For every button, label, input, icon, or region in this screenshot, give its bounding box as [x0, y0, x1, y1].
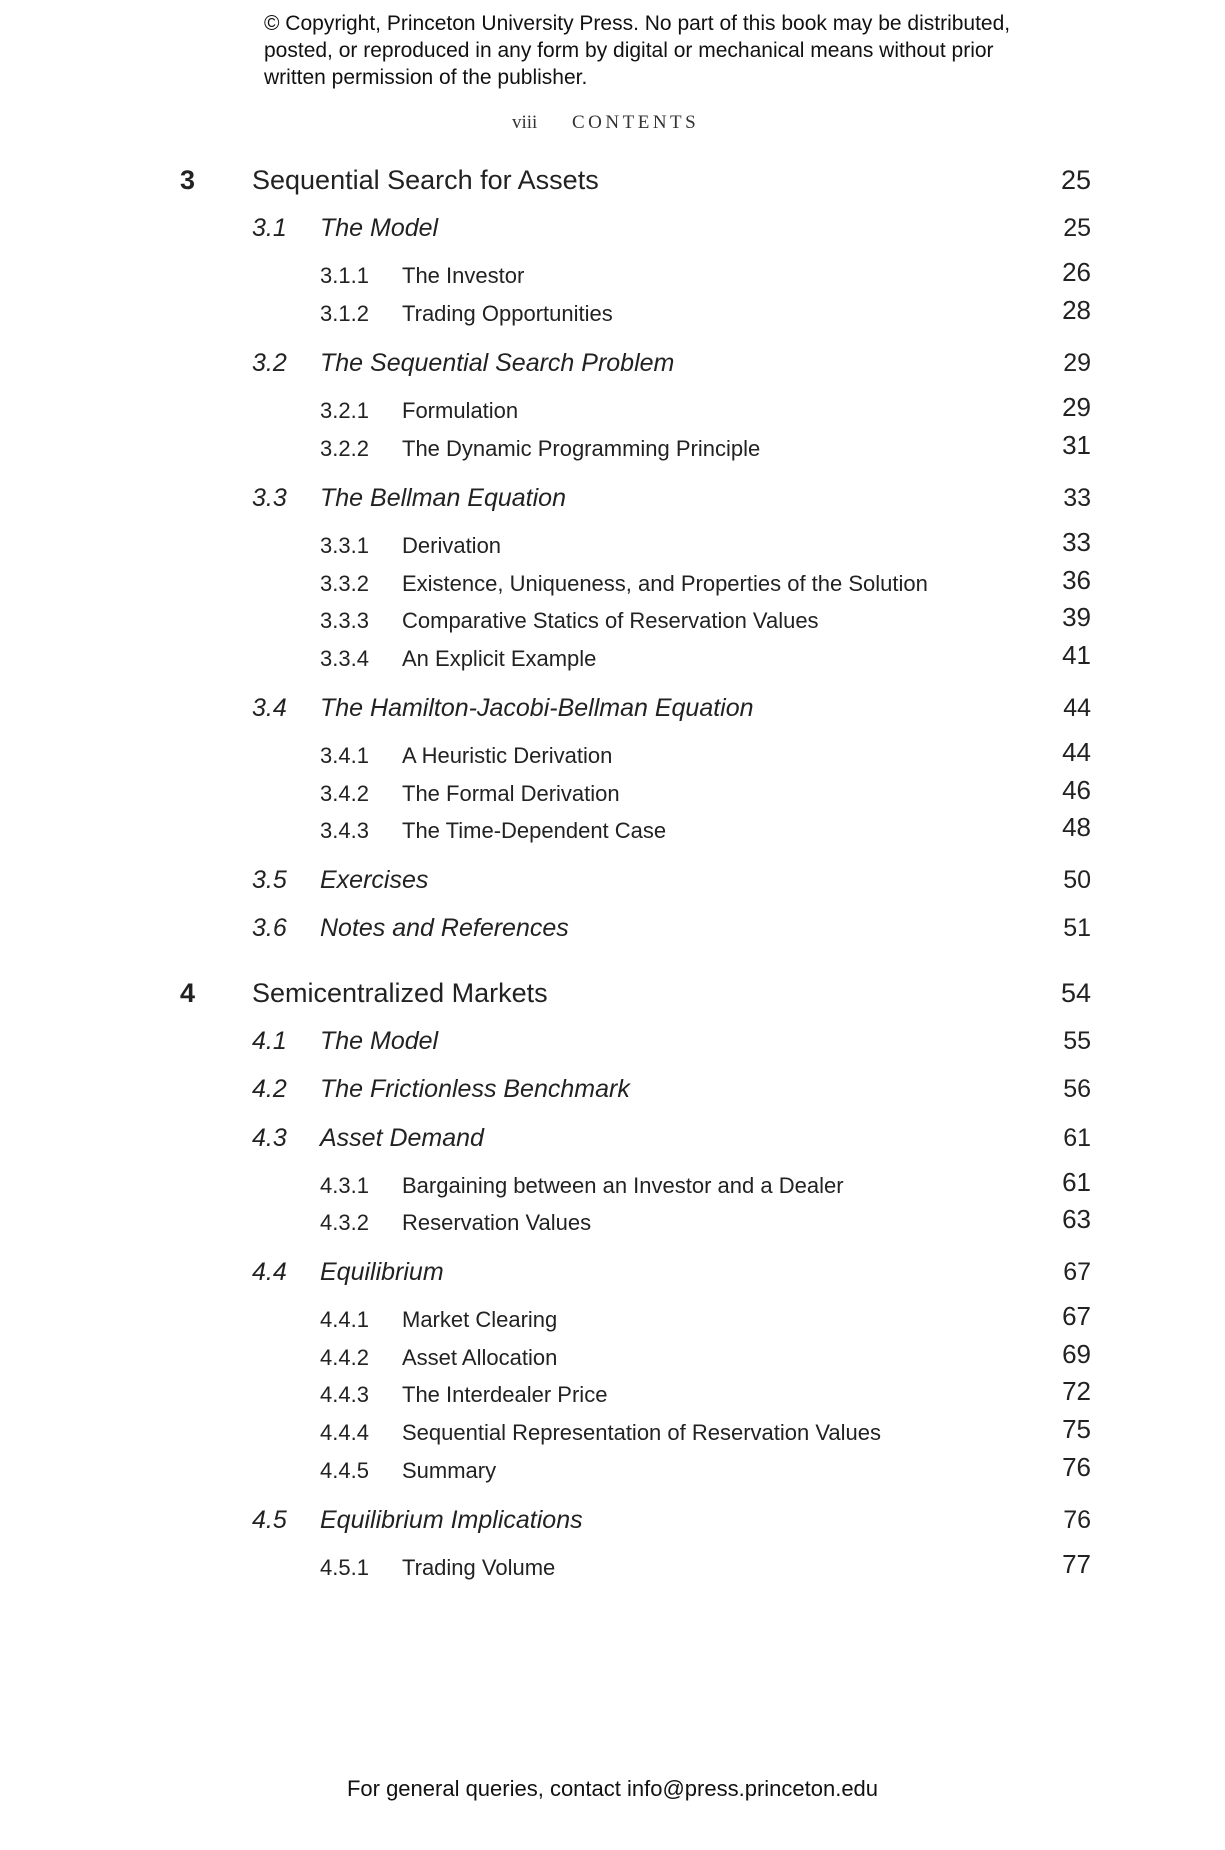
toc-number: 4.4.2 — [320, 1345, 369, 1370]
toc-title: Bargaining between an Investor and a Dealer — [402, 1173, 844, 1198]
toc-title: Semicentralized Markets — [252, 978, 548, 1008]
toc-number: 4.3.2 — [320, 1210, 369, 1235]
toc-page-number: 51 — [1063, 914, 1091, 942]
toc-page-number: 54 — [1060, 978, 1091, 1008]
toc-number: 4.3.1 — [320, 1173, 369, 1198]
toc-page-number: 63 — [1062, 1204, 1091, 1234]
toc-page-number: 28 — [1062, 295, 1091, 325]
toc-number: 4.4.4 — [320, 1420, 369, 1445]
toc-number: 4.5.1 — [320, 1555, 369, 1580]
toc-number: 4.4 — [252, 1258, 287, 1286]
toc-number: 4.5 — [252, 1506, 287, 1534]
toc-page-number: 67 — [1063, 1258, 1091, 1286]
toc-number: 3.1.2 — [320, 301, 369, 326]
toc-number: 3.2 — [252, 349, 287, 377]
toc-page-number: 69 — [1062, 1339, 1091, 1369]
footer-contact: For general queries, contact info@press.princeton.edu — [346, 1776, 879, 1801]
toc-number: 3.1.1 — [320, 263, 369, 288]
toc-title: Trading Volume — [402, 1555, 556, 1580]
toc-page-number: 75 — [1062, 1414, 1091, 1444]
toc-title: The Hamilton-Jacobi-Bellman Equation — [320, 694, 754, 722]
toc-page-number: 41 — [1062, 640, 1091, 670]
toc-page-number: 44 — [1063, 694, 1091, 722]
toc-number: 3.4.1 — [320, 743, 369, 768]
toc-number: 3.6 — [252, 914, 287, 942]
page-number: viii — [512, 112, 538, 133]
toc-page-number: 77 — [1062, 1549, 1091, 1579]
copyright-notice: © Copyright, Princeton University Press. No part of this book may be distributed, posted, or reproduced in any form by digital or mechanical means without prior written permission of the publisher. — [264, 12, 1011, 89]
toc-number: 4.3 — [252, 1124, 287, 1152]
toc-title: An Explicit Example — [402, 646, 597, 671]
toc-title: The Model — [320, 214, 439, 242]
toc-number: 3.3.3 — [320, 608, 369, 633]
toc-number: 3.4.3 — [320, 818, 369, 843]
toc-title: Trading Opportunities — [402, 301, 613, 326]
toc-page-number: 36 — [1062, 565, 1091, 595]
toc-number: 4 — [180, 978, 196, 1008]
toc-title: The Sequential Search Problem — [320, 349, 675, 377]
toc-page-number: 25 — [1063, 214, 1091, 242]
toc-page-number: 33 — [1062, 527, 1091, 557]
toc-page-number: 46 — [1062, 775, 1091, 805]
toc-page-number: 33 — [1063, 484, 1091, 512]
toc-title: Asset Allocation — [402, 1345, 558, 1370]
toc-number: 4.4.3 — [320, 1382, 369, 1407]
toc-number: 4.1 — [252, 1027, 287, 1055]
toc-page-number: 72 — [1062, 1376, 1091, 1406]
toc-page-number: 76 — [1063, 1506, 1091, 1534]
toc-page-number: 25 — [1060, 165, 1091, 195]
toc-title: The Time-Dependent Case — [402, 818, 667, 843]
toc-number: 3.5 — [252, 866, 287, 894]
toc-title: Equilibrium — [320, 1258, 444, 1286]
toc-number: 4.4.1 — [320, 1307, 369, 1332]
toc-title: Market Clearing — [402, 1307, 558, 1332]
toc-title: The Bellman Equation — [320, 484, 566, 512]
toc-title: Asset Demand — [320, 1124, 484, 1152]
toc-title: The Frictionless Benchmark — [320, 1075, 630, 1103]
toc-title: Notes and References — [320, 914, 569, 942]
toc-number: 4.2 — [252, 1075, 287, 1103]
toc-title: The Dynamic Programming Principle — [402, 436, 761, 461]
toc-title: A Heuristic Derivation — [402, 743, 613, 768]
toc-title: Reservation Values — [402, 1210, 592, 1235]
toc-title: Comparative Statics of Reservation Values — [402, 608, 819, 633]
toc-number: 3.2.1 — [320, 398, 369, 423]
toc-title: Existence, Uniqueness, and Properties of the Solution — [402, 571, 928, 596]
toc-title: The Formal Derivation — [402, 781, 620, 806]
toc-page-number: 76 — [1062, 1452, 1091, 1482]
toc-number: 3.4 — [252, 694, 287, 722]
toc-page-number: 50 — [1063, 866, 1091, 894]
toc-page-number: 39 — [1062, 602, 1091, 632]
toc-page-number: 61 — [1062, 1167, 1091, 1197]
toc-title: Summary — [402, 1458, 497, 1483]
toc-number: 3 — [180, 165, 196, 195]
toc-title: Equilibrium Implications — [320, 1506, 583, 1534]
toc-number: 4.4.5 — [320, 1458, 369, 1483]
toc-title: Formulation — [402, 398, 519, 423]
toc-title: Sequential Search for Assets — [252, 165, 599, 195]
toc-title: Exercises — [320, 866, 429, 894]
running-head-title: CONTENTS — [572, 112, 700, 133]
toc-number: 3.3.2 — [320, 571, 369, 596]
toc-page-number: 29 — [1062, 392, 1091, 422]
toc-page-number: 56 — [1063, 1075, 1091, 1103]
toc-number: 3.1 — [252, 214, 287, 242]
toc-title: Sequential Representation of Reservation Values — [402, 1420, 882, 1445]
toc-page-number: 31 — [1062, 430, 1091, 460]
toc-title: The Model — [320, 1027, 439, 1055]
toc-number: 3.4.2 — [320, 781, 369, 806]
toc-page-number: 44 — [1062, 737, 1091, 767]
toc-number: 3.2.2 — [320, 436, 369, 461]
toc-page-number: 26 — [1062, 257, 1091, 287]
toc-number: 3.3.1 — [320, 533, 369, 558]
toc-page-number: 29 — [1063, 349, 1091, 377]
toc-page-number: 67 — [1062, 1301, 1091, 1331]
toc-page-number: 55 — [1063, 1027, 1091, 1055]
toc-title: The Interdealer Price — [402, 1382, 608, 1407]
toc-title: The Investor — [402, 263, 525, 288]
toc-page-number: 48 — [1062, 812, 1091, 842]
toc-number: 3.3 — [252, 484, 287, 512]
toc-title: Derivation — [402, 533, 502, 558]
toc-page-number: 61 — [1063, 1124, 1091, 1152]
toc-number: 3.3.4 — [320, 646, 369, 671]
